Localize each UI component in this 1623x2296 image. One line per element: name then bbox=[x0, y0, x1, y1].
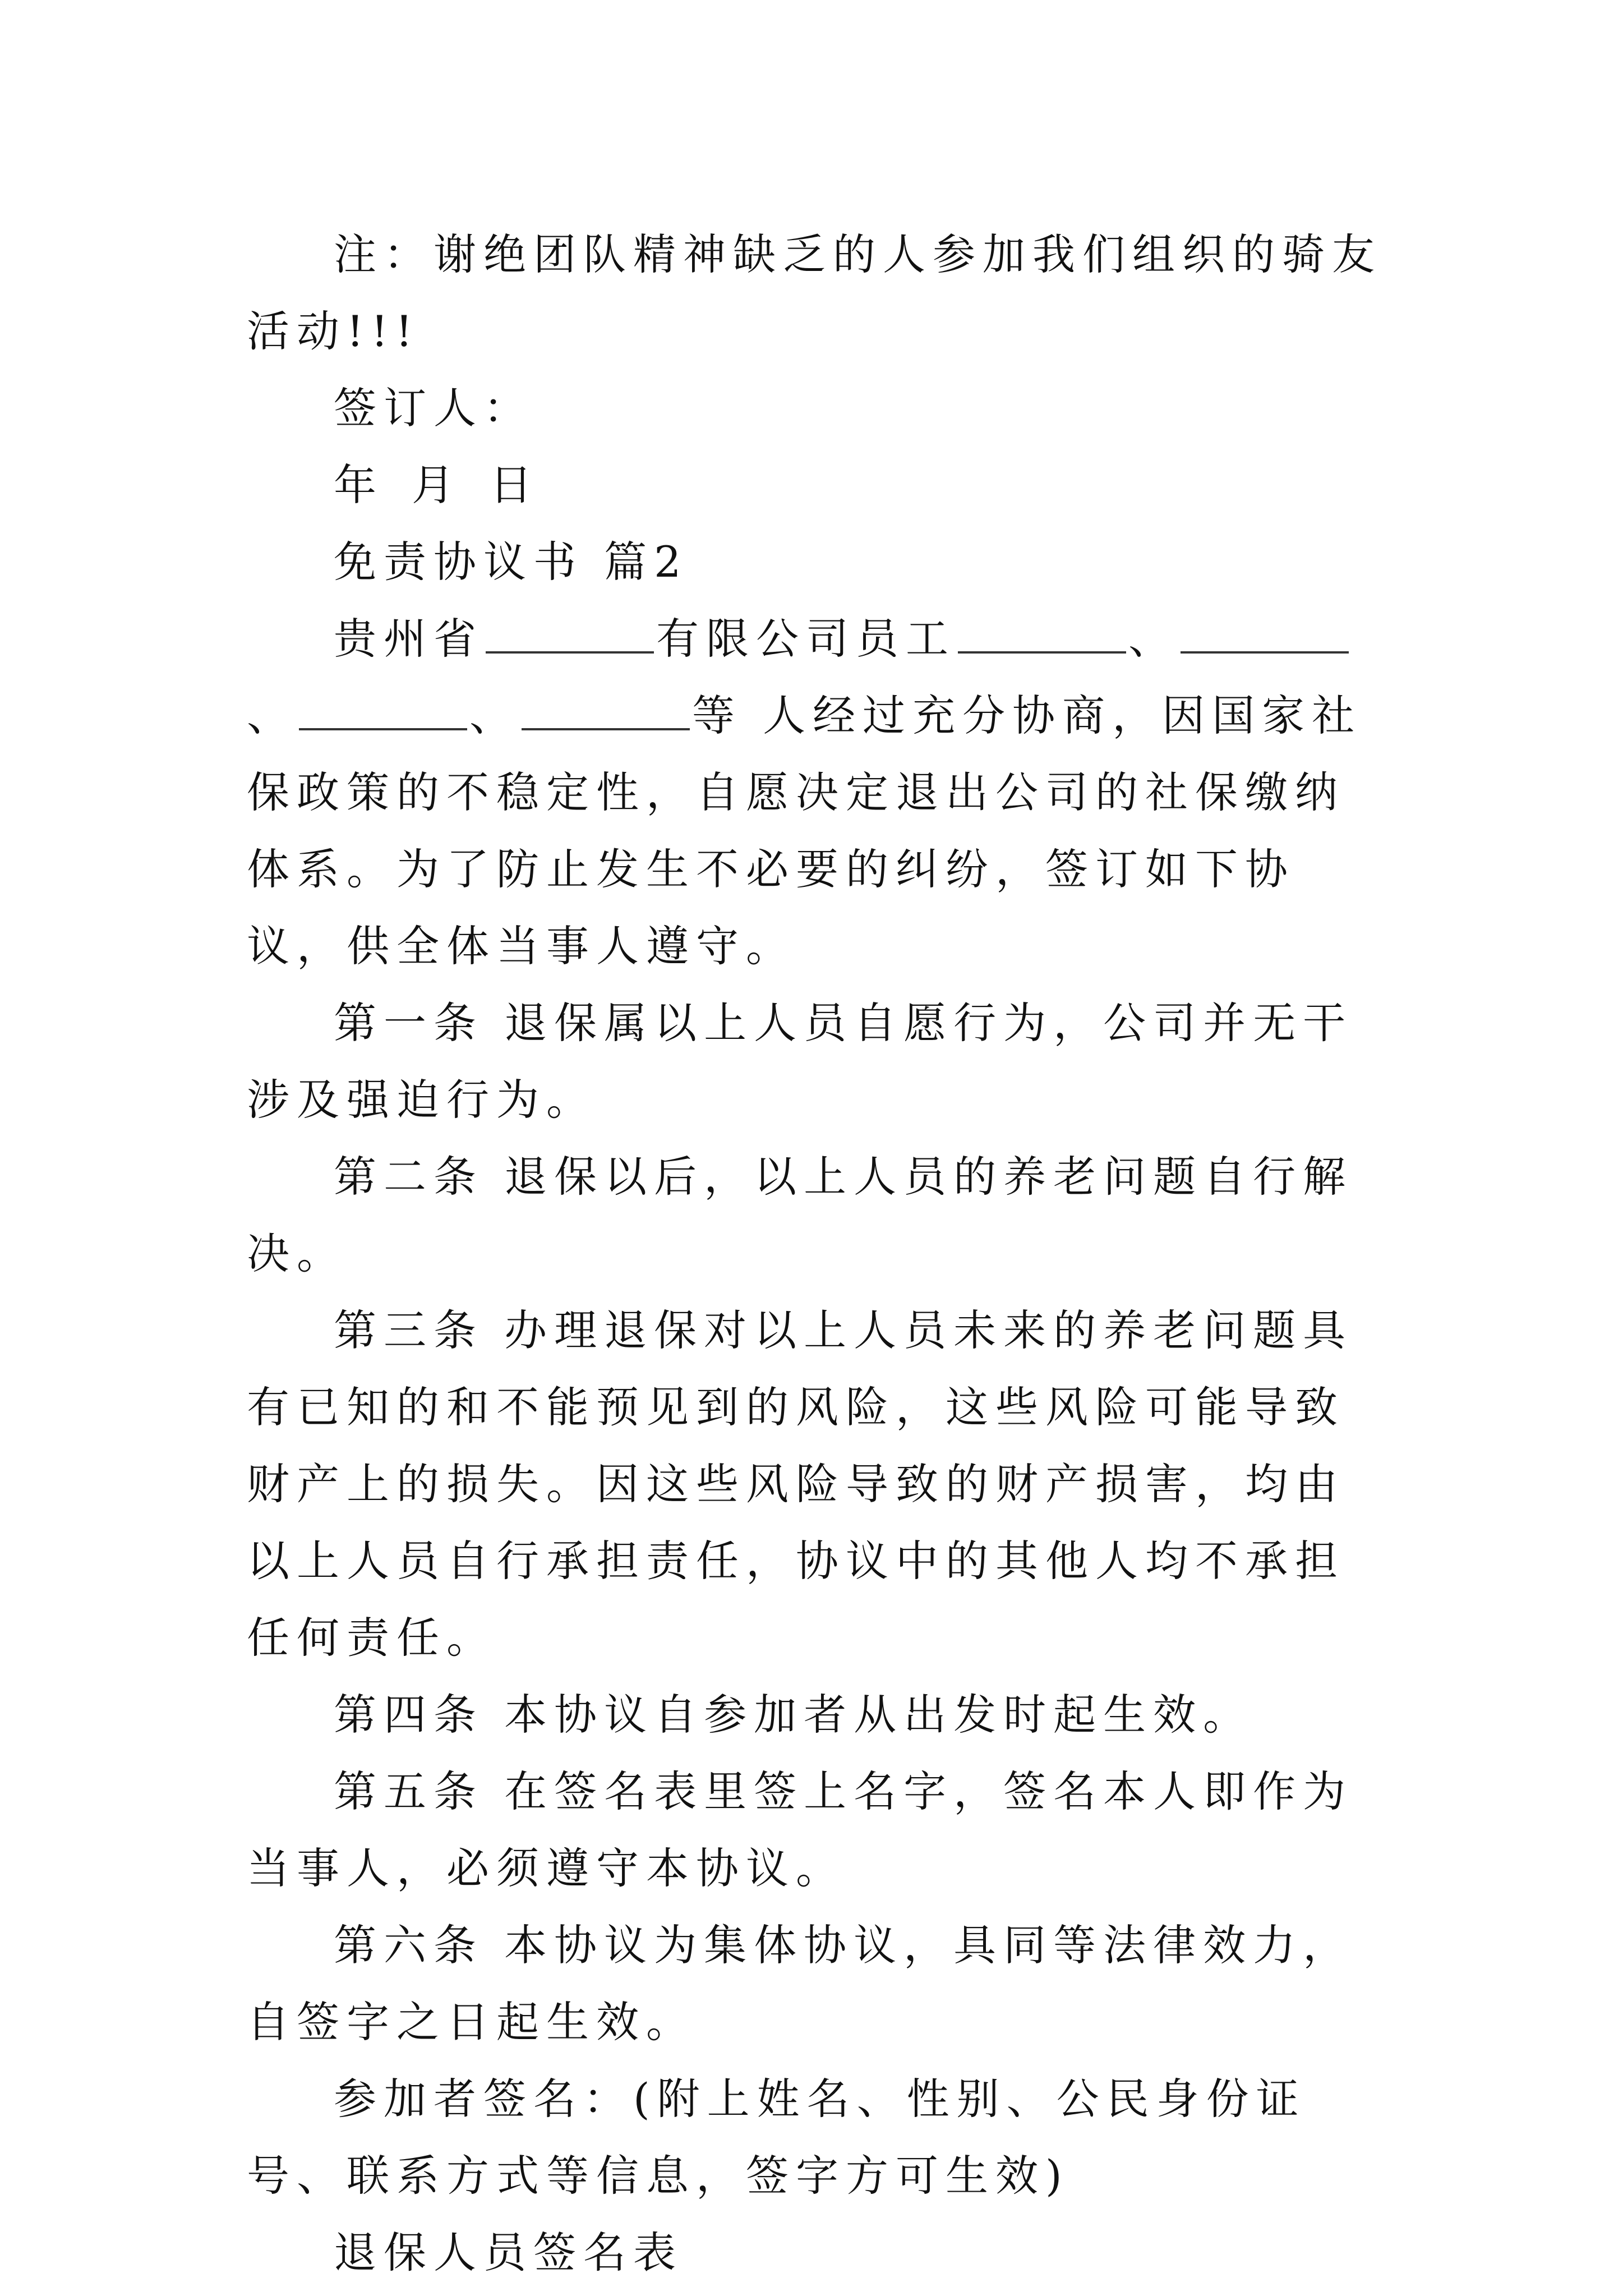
intro-separator-1: 、 bbox=[1128, 614, 1178, 664]
intro-paragraph bbox=[247, 600, 1385, 984]
article-2: 第二条 退保以后，以上人员的养老问题自行解决。 bbox=[247, 1152, 1353, 1278]
intro-separator-3: 、 bbox=[469, 691, 519, 740]
date-line bbox=[247, 447, 1385, 523]
intro-company-employee: 有限公司员工 bbox=[656, 614, 956, 664]
document-body bbox=[247, 216, 1385, 2291]
blank-employee-1 bbox=[958, 618, 1126, 654]
article-6: 第六条 本协议为集体协议，具同等法律效力，自签字之日起生效。 bbox=[247, 1920, 1353, 2047]
section-title: 免责协议书 篇2 bbox=[334, 537, 689, 587]
note-paragraph: 注：谢绝团队精神缺乏的人参加我们组织的骑友活动!!! bbox=[247, 229, 1382, 356]
blank-employee-2 bbox=[1181, 618, 1349, 654]
intro-province: 贵州省 bbox=[334, 614, 483, 664]
signer-label: 签订人： bbox=[334, 383, 533, 433]
article-4: 第四条 本协议自参加者从出发时起生效。 bbox=[334, 1690, 1253, 1740]
date-day: 日 bbox=[490, 460, 540, 510]
date-month: 月 bbox=[412, 460, 462, 510]
intro-separator-2: 、 bbox=[247, 691, 297, 740]
blank-employee-4 bbox=[522, 694, 690, 730]
table-title: 退保人员签名表 bbox=[334, 2228, 683, 2277]
signature-note: 参加者签名：(附上姓名、性别、公民身份证号、联系方式等信息，签字方可生效) bbox=[247, 2074, 1306, 2201]
date-year: 年 bbox=[334, 460, 384, 510]
article-1: 第一条 退保属以上人员自愿行为，公司并无干涉及强迫行为。 bbox=[247, 998, 1353, 1125]
article-5: 第五条 在签名表里签上名字，签名本人即作为当事人，必须遵守本协议。 bbox=[247, 1766, 1353, 1893]
blank-company-name bbox=[486, 618, 654, 654]
article-3: 第三条 办理退保对以上人员未来的养老问题具有已知的和不能预见到的风险，这些风险可能导致财产上的损失。因这些风险导致的财产损害，均由以上人员自行承担责任，协议中的其他人均不承担任何责任。 bbox=[247, 1305, 1353, 1663]
intro-rest: 等 人经过充分协商，因国家社保政策的不稳定性，自愿决定退出公司的社保缴纳体系。为了防止发生不必要的纠纷，签订如下协议，供全体当事人遵守。 bbox=[247, 691, 1362, 971]
blank-employee-3 bbox=[299, 694, 467, 730]
